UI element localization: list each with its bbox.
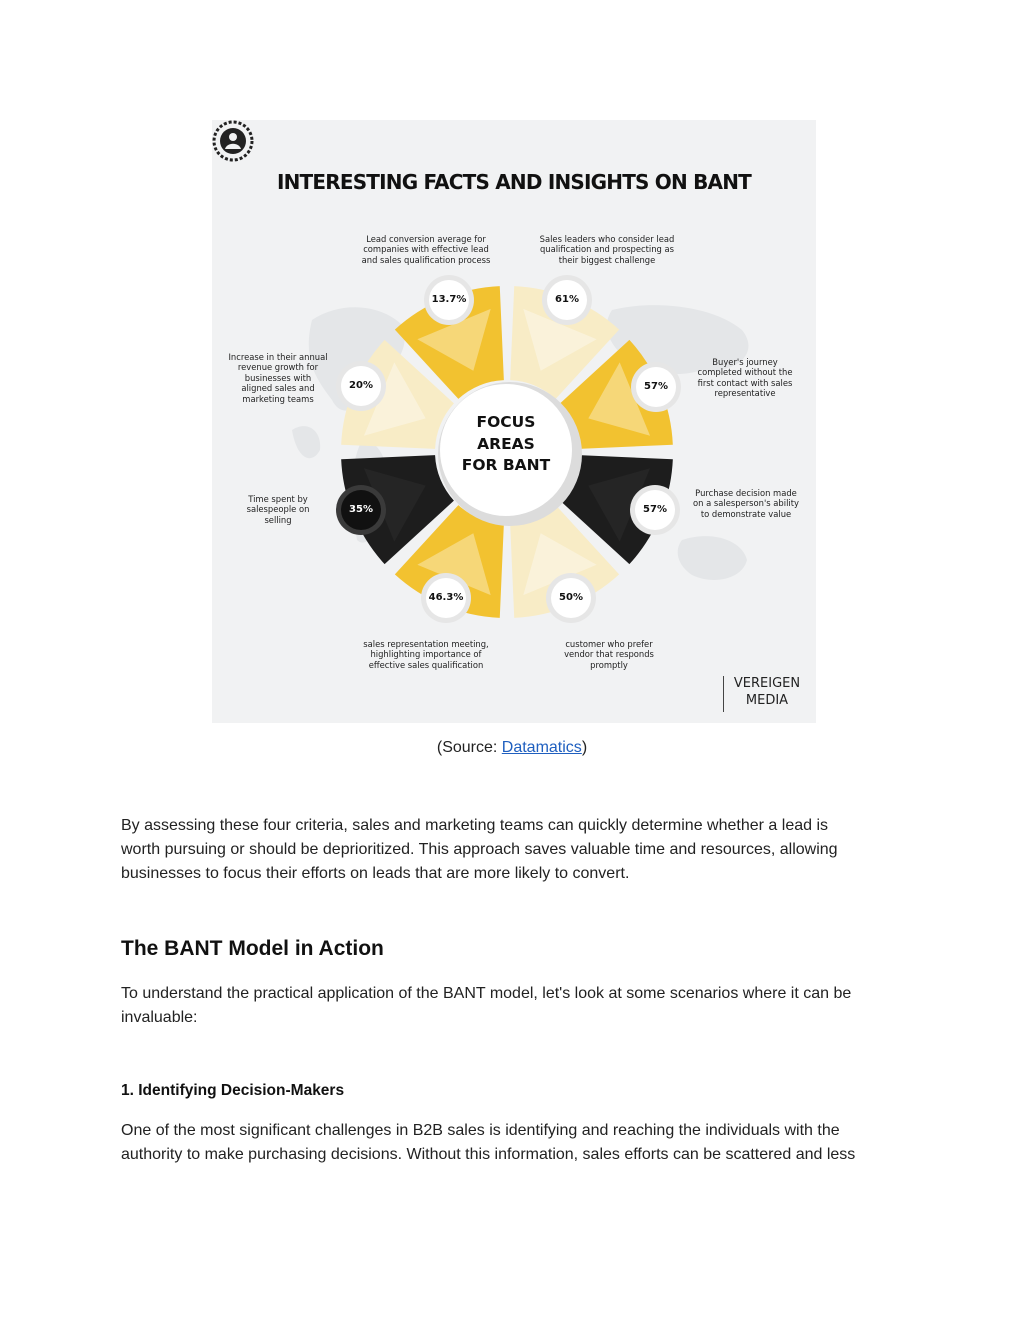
caption-line: highlighting importance of [370, 649, 482, 660]
caption-line: Buyer's journey [712, 357, 778, 367]
logo-divider [723, 676, 724, 712]
stat-caption-prompt-vendor [549, 639, 669, 670]
caption-line: and sales qualification process [361, 254, 491, 265]
caption-line: qualification and prospecting as [539, 244, 675, 255]
source-suffix: ) [581, 739, 588, 756]
caption-line: vendor that responds [564, 649, 654, 660]
caption-line: marketing teams [242, 393, 314, 404]
stat-value-prompt-vendor: 50% [559, 592, 583, 603]
body-paragraph [121, 1119, 911, 1167]
stat-value-lead-conversion: 13.7% [431, 294, 467, 305]
caption-line: effective sales qualification [368, 659, 484, 670]
bant-infographic [212, 120, 816, 723]
stat-value-revenue-growth: 20% [349, 380, 373, 391]
stat-caption-purchase-decision [685, 488, 807, 519]
subsection-heading: 1. Identifying Decision-Makers [121, 1082, 345, 1099]
source-link[interactable]: Datamatics [501, 739, 582, 756]
caption-line: aligned sales and [241, 383, 315, 394]
stat-caption-time-selling [228, 494, 328, 525]
stat-value-purchase-decision: 57% [643, 504, 667, 515]
stat-caption-lead-conversion [351, 234, 501, 265]
caption-line: customer who prefer [565, 639, 653, 649]
caption-line: selling [264, 514, 292, 525]
lead-paragraph [121, 982, 911, 1030]
text-line: To understand the practical application of the BANT model, let's look at some scenarios where it can be [121, 985, 852, 1002]
caption-line: revenue growth for [237, 362, 319, 373]
text-line: businesses to focus their efforts on leads that are more likely to convert. [121, 865, 630, 882]
logo-line-2: MEDIA [745, 693, 789, 708]
caption-line: on a salesperson's ability [693, 498, 799, 509]
stat-value-sales-leaders: 61% [555, 294, 579, 305]
caption-line: Lead conversion average for [366, 234, 486, 244]
caption-line: Time spent by [248, 494, 308, 504]
stat-caption-sales-meeting [348, 639, 504, 670]
caption-line: to demonstrate value [700, 508, 792, 519]
text-line: authority to make purchasing decisions. Without this information, sales efforts can be scattered and less [121, 1146, 856, 1163]
caption-line: Sales leaders who consider lead [539, 234, 675, 244]
caption-line: first contact with sales [697, 377, 793, 388]
center-label [444, 412, 568, 477]
caption-line: promptly [590, 659, 628, 670]
caption-line: salespeople on [246, 504, 310, 515]
image-source [0, 739, 1024, 757]
center-line-2: AREAS [477, 434, 535, 453]
caption-line: Increase in their annual [228, 352, 328, 362]
infographic-title: INTERESTING FACTS AND INSIGHTS ON BANT [276, 170, 752, 194]
intro-paragraph [121, 814, 911, 886]
stat-caption-revenue-growth [222, 352, 334, 404]
stat-value-buyers-journey: 57% [644, 381, 668, 392]
text-line: By assessing these four criteria, sales and marketing teams can quickly determine whether a lead is [121, 817, 829, 834]
stat-value-sales-meeting: 46.3% [428, 592, 464, 603]
center-line-1: FOCUS [476, 413, 536, 431]
caption-line: companies with effective lead [363, 244, 489, 255]
caption-line: Purchase decision made [695, 488, 797, 498]
stat-caption-sales-leaders [532, 234, 682, 265]
text-line: One of the most significant challenges in B2B sales is identifying and reaching the individuals with the [121, 1122, 840, 1139]
vereigen-logo-text [726, 675, 808, 709]
text-line: invaluable: [121, 1009, 198, 1026]
text-line: worth pursuing or should be deprioritized. This approach saves valuable time and resources, allowing [121, 841, 838, 858]
stat-value-time-selling: 35% [349, 504, 373, 515]
center-line-3: FOR BANT [461, 456, 551, 474]
caption-line: representative [714, 388, 776, 399]
section-heading: The BANT Model in Action [121, 937, 384, 960]
logo-line-1: VEREIGEN [733, 676, 801, 691]
caption-line: completed without the [697, 367, 793, 378]
caption-line: their biggest challenge [558, 254, 656, 265]
stat-caption-buyers-journey [690, 357, 800, 399]
caption-line: sales representation meeting, [363, 639, 489, 649]
vereigen-logo-icon [212, 120, 254, 162]
caption-line: businesses with [244, 372, 312, 383]
source-prefix: (Source: [436, 739, 502, 756]
